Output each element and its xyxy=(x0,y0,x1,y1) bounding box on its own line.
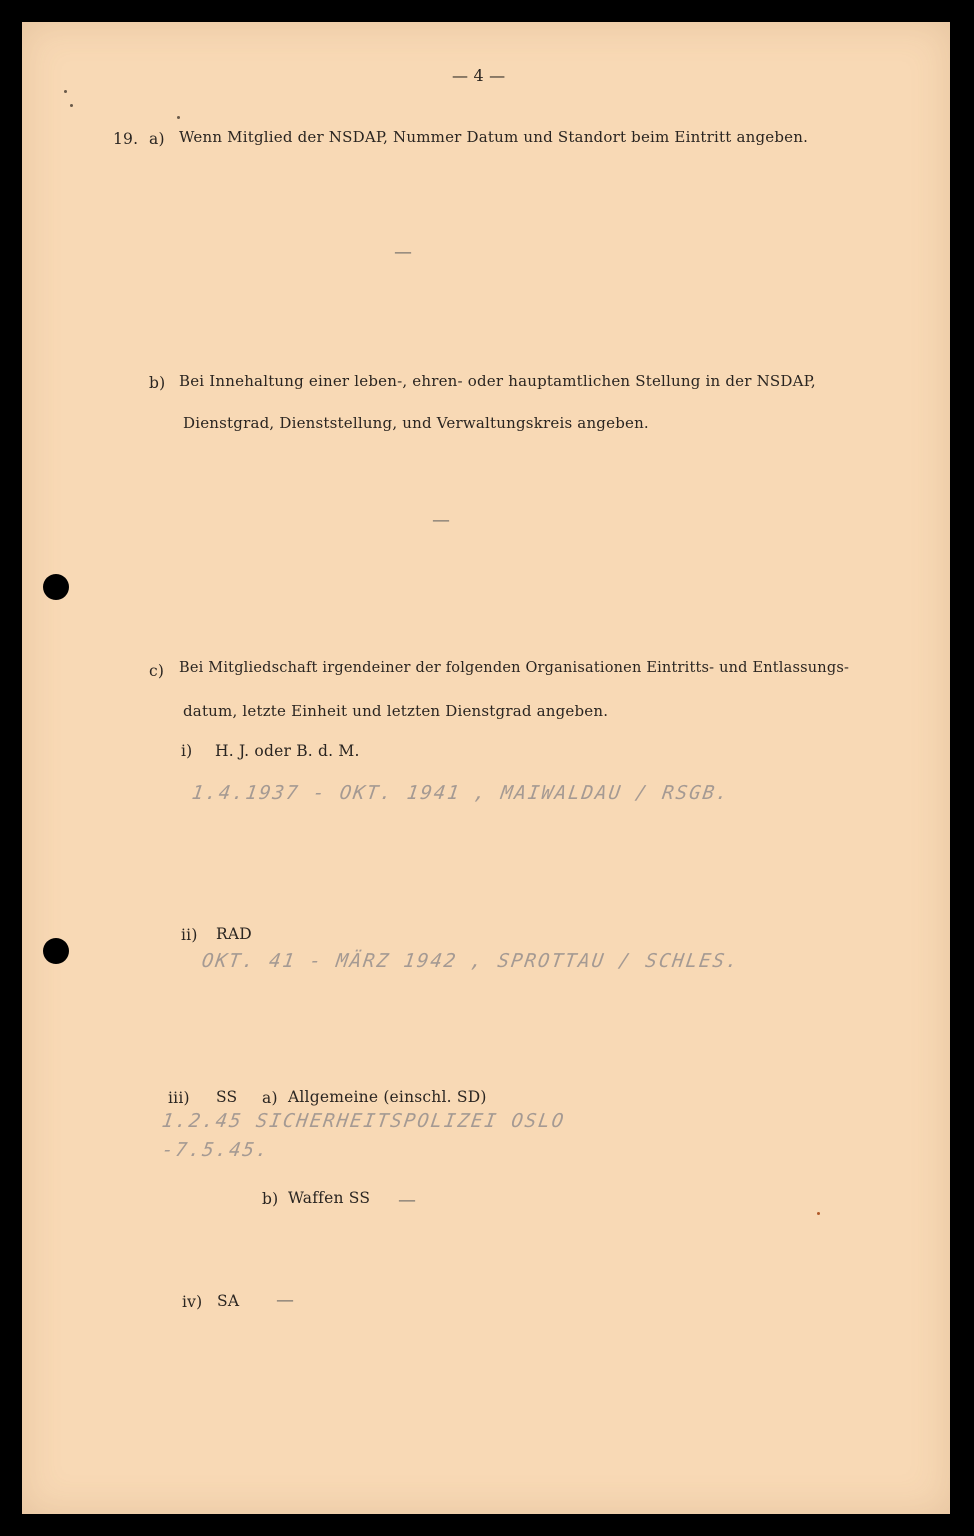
org-iii-a-label: Allgemeine (einschl. SD) xyxy=(288,1088,487,1106)
org-iii-a-answer-line1: 1.2.45 SICHERHEITSPOLIZEI OSLO xyxy=(160,1110,567,1132)
page-number: — 4 — xyxy=(452,66,506,85)
org-iii-a-answer-line2: -7.5.45. xyxy=(160,1139,272,1161)
punch-hole-bottom xyxy=(43,938,69,964)
org-ii-label: RAD xyxy=(216,925,252,943)
answer-a-dash: — xyxy=(394,242,412,263)
paper-speck xyxy=(64,90,67,93)
question-a-text: Wenn Mitglied der NSDAP, Nummer Datum und Standort beim Eintritt angeben. xyxy=(179,128,809,146)
org-iv-answer: — xyxy=(276,1290,294,1311)
org-i-answer: 1.4.1937 - OKT. 1941 , MAIWALDAU / RSGB. xyxy=(190,782,732,804)
org-i-label: H. J. oder B. d. M. xyxy=(215,742,360,760)
org-iii-marker: iii) xyxy=(168,1089,190,1107)
question-a-marker: a) xyxy=(149,130,165,148)
question-c-line1: Bei Mitgliedschaft irgendeiner der folgenden Organisationen Eintritts- und Entlassungs- xyxy=(179,660,850,676)
question-b-line2: Dienstgrad, Dienststellung, und Verwaltungskreis angeben. xyxy=(183,414,649,432)
question-c-marker: c) xyxy=(149,662,165,680)
org-iv-marker: iv) xyxy=(182,1293,203,1311)
org-iii-b-label: Waffen SS xyxy=(288,1189,371,1207)
question-b-marker: b) xyxy=(149,374,166,392)
paper-speck xyxy=(70,104,73,107)
paper-speck xyxy=(177,116,180,119)
question-c-line2: datum, letzte Einheit und letzten Dienstgrad angeben. xyxy=(183,702,609,720)
org-iii-b-marker: b) xyxy=(262,1190,279,1208)
document-page xyxy=(22,22,950,1514)
org-ii-answer: OKT. 41 - MÄRZ 1942 , SPROTTAU / SCHLES. xyxy=(200,950,742,972)
punch-hole-top xyxy=(43,574,69,600)
org-iii-b-answer: — xyxy=(398,1190,416,1211)
org-iii-a-marker: a) xyxy=(262,1089,278,1107)
org-ii-marker: ii) xyxy=(181,926,198,944)
paper-speck xyxy=(817,1212,820,1215)
org-i-marker: i) xyxy=(181,742,193,760)
question-number: 19. xyxy=(113,130,139,148)
answer-b-dash: — xyxy=(432,510,450,531)
question-b-line1: Bei Innehaltung einer leben-, ehren- oder hauptamtlichen Stellung in der NSDAP, xyxy=(179,372,816,390)
org-iv-label: SA xyxy=(217,1292,240,1310)
org-iii-label: SS xyxy=(216,1088,238,1106)
